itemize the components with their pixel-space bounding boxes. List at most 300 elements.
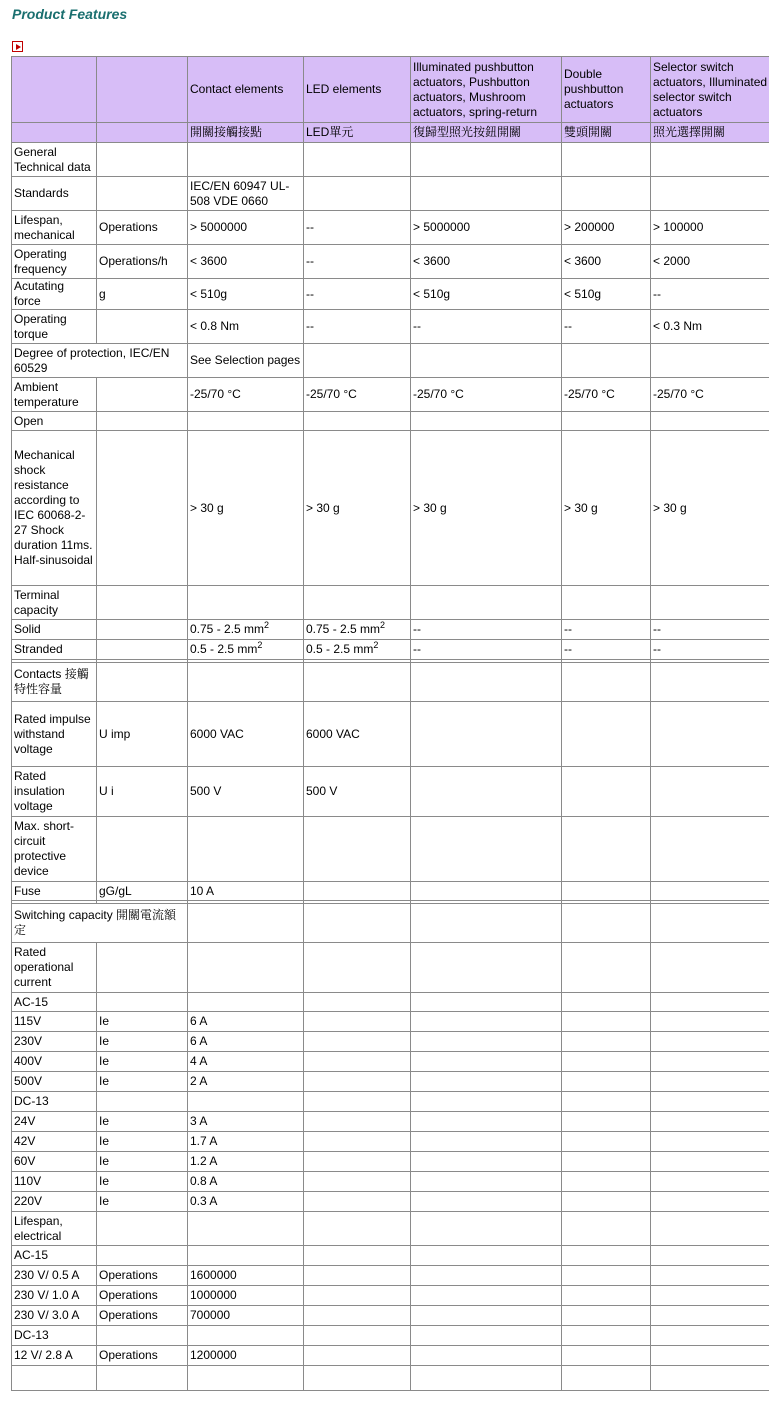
subheader-cell: [97, 123, 188, 143]
table-cell: Solid: [12, 620, 97, 640]
table-cell: Operating frequency: [12, 245, 97, 279]
table-cell: [304, 1052, 411, 1072]
table-cell: 1000000: [188, 1286, 304, 1306]
table-cell: [562, 904, 651, 943]
table-cell: [304, 1132, 411, 1152]
table-cell: -25/70 °C: [562, 378, 651, 412]
table-cell: 500 V: [188, 767, 304, 817]
table-cell: -25/70 °C: [304, 378, 411, 412]
table-cell: 230 V/ 1.0 A: [12, 1286, 97, 1306]
table-row: [12, 412, 769, 431]
table-cell: [651, 663, 769, 702]
table-cell: [562, 1286, 651, 1306]
table-cell: -25/70 °C: [651, 378, 769, 412]
table-cell: [97, 817, 188, 882]
table-row: [12, 663, 769, 702]
table-cell: [304, 904, 411, 943]
table-row: [12, 1212, 769, 1246]
table-cell: [651, 904, 769, 943]
table-cell: [651, 1092, 769, 1112]
table-cell: [562, 1306, 651, 1326]
table-cell: DC-13: [12, 1092, 97, 1112]
table-cell: [304, 1032, 411, 1052]
table-cell: [651, 1172, 769, 1192]
table-cell: [411, 177, 562, 211]
table-cell: [304, 817, 411, 882]
table-cell: [188, 904, 304, 943]
table-cell: --: [562, 640, 651, 660]
table-cell: [651, 1052, 769, 1072]
table-cell: [651, 1306, 769, 1326]
table-row: [12, 817, 769, 882]
table-cell: --: [651, 279, 769, 310]
table-cell: 24V: [12, 1112, 97, 1132]
table-cell: [304, 1266, 411, 1286]
subheader-cell: [12, 123, 97, 143]
table-cell: [562, 767, 651, 817]
table-cell: Switching capacity 開關電流額定: [12, 904, 188, 943]
header-cell: LED elements: [304, 57, 411, 123]
table-cell: [651, 1286, 769, 1306]
table-cell: [562, 817, 651, 882]
table-row: [12, 1286, 769, 1306]
table-cell: [411, 412, 562, 431]
table-cell: [97, 412, 188, 431]
table-cell: > 100000: [651, 211, 769, 245]
table-cell: [188, 1326, 304, 1346]
table-cell: [97, 1212, 188, 1246]
table-cell: --: [304, 211, 411, 245]
table-cell: [188, 993, 304, 1012]
table-cell: [97, 640, 188, 660]
table-cell: Standards: [12, 177, 97, 211]
table-cell: Ie: [97, 1032, 188, 1052]
table-cell: [188, 143, 304, 177]
table-cell: Acutating force: [12, 279, 97, 310]
table-cell: [97, 1246, 188, 1266]
table-cell: [411, 817, 562, 882]
table-row: [12, 1132, 769, 1152]
table-row: [12, 702, 769, 767]
table-cell: 42V: [12, 1132, 97, 1152]
table-cell: Rated insulation voltage: [12, 767, 97, 817]
table-cell: [562, 143, 651, 177]
table-cell: AC-15: [12, 993, 97, 1012]
table-subheader-row: [12, 123, 769, 143]
table-cell: [411, 702, 562, 767]
table-row: [12, 620, 769, 640]
table-cell: 1.7 A: [188, 1132, 304, 1152]
table-cell: Operations: [97, 1306, 188, 1326]
page-title: Product Features: [12, 6, 128, 22]
table-cell: [304, 1246, 411, 1266]
table-cell: [651, 767, 769, 817]
table-cell: [188, 663, 304, 702]
table-cell: Ie: [97, 1172, 188, 1192]
table-cell: < 510g: [188, 279, 304, 310]
table-cell: [188, 412, 304, 431]
header-cell: Illuminated pushbutton actuators, Pushbutton actuators, Mushroom actuators, spring-return: [411, 57, 562, 123]
table-cell: [562, 412, 651, 431]
table-cell: --: [651, 620, 769, 640]
table-cell: < 510g: [562, 279, 651, 310]
table-cell: --: [411, 310, 562, 344]
table-row: [12, 943, 769, 993]
table-cell: [411, 344, 562, 378]
table-cell: 400V: [12, 1052, 97, 1072]
table-cell: > 5000000: [188, 211, 304, 245]
table-cell: g: [97, 279, 188, 310]
table-cell: [651, 1032, 769, 1052]
table-row: [12, 767, 769, 817]
table-cell: 220V: [12, 1192, 97, 1212]
subheader-cell: LED單元: [304, 123, 411, 143]
table-cell: [651, 1366, 769, 1391]
header-cell: Selector switch actuators, Illuminated selector switch actuators: [651, 57, 769, 123]
table-cell: [411, 1326, 562, 1346]
table-cell: 0.8 A: [188, 1172, 304, 1192]
table-row: [12, 211, 769, 245]
table-cell: < 3600: [562, 245, 651, 279]
table-cell: IEC/EN 60947 UL-508 VDE 0660: [188, 177, 304, 211]
table-cell: [411, 1032, 562, 1052]
table-row: [12, 177, 769, 211]
table-cell: [411, 767, 562, 817]
table-cell: [562, 993, 651, 1012]
table-cell: 2 A: [188, 1072, 304, 1092]
table-cell: [97, 663, 188, 702]
table-cell: [97, 1092, 188, 1112]
table-cell: [562, 1072, 651, 1092]
table-cell: [651, 817, 769, 882]
table-cell: 0.5 - 2.5 $mm^2$: [304, 640, 411, 660]
table-cell: [304, 663, 411, 702]
table-cell: [411, 1266, 562, 1286]
table-cell: [304, 1072, 411, 1092]
table-cell: Operating torque: [12, 310, 97, 344]
table-cell: [188, 817, 304, 882]
table-cell: [562, 177, 651, 211]
table-cell: [562, 663, 651, 702]
table-row: [12, 1366, 769, 1391]
table-cell: 0.75 - 2.5 $mm^2$: [188, 620, 304, 640]
table-cell: [411, 143, 562, 177]
table-row: [12, 882, 769, 901]
table-row: [12, 904, 769, 943]
table-cell: --: [562, 310, 651, 344]
table-row: [12, 1346, 769, 1366]
table-cell: [97, 1326, 188, 1346]
table-cell: [651, 1326, 769, 1346]
table-cell: [562, 1052, 651, 1072]
table-row: [12, 1052, 769, 1072]
table-cell: Ie: [97, 1052, 188, 1072]
table-cell: U imp: [97, 702, 188, 767]
table-cell: [651, 1072, 769, 1092]
header-cell: Double pushbutton actuators: [562, 57, 651, 123]
table-cell: [651, 1346, 769, 1366]
table-cell: [97, 993, 188, 1012]
table-row: [12, 1246, 769, 1266]
table-cell: > 200000: [562, 211, 651, 245]
subheader-cell: 照光選擇開關: [651, 123, 769, 143]
table-cell: Lifespan, electrical: [12, 1212, 97, 1246]
table-cell: [411, 1092, 562, 1112]
table-cell: [562, 1032, 651, 1052]
table-cell: [304, 1172, 411, 1192]
table-cell: [304, 143, 411, 177]
header-cell: [97, 57, 188, 123]
table-row: [12, 1032, 769, 1052]
table-cell: [304, 1326, 411, 1346]
subheader-cell: 復歸型照光按鈕開關: [411, 123, 562, 143]
table-cell: [97, 143, 188, 177]
table-cell: --: [411, 640, 562, 660]
table-cell: [304, 1112, 411, 1132]
table-cell: 0.3 A: [188, 1192, 304, 1212]
table-row: [12, 1072, 769, 1092]
table-cell: [411, 1072, 562, 1092]
table-cell: [562, 1192, 651, 1212]
table-cell: Stranded: [12, 640, 97, 660]
table-row: [12, 344, 769, 378]
table-cell: gG/gL: [97, 882, 188, 901]
table-cell: [562, 1092, 651, 1112]
table-cell: [411, 1286, 562, 1306]
table-cell: 4 A: [188, 1052, 304, 1072]
table-row: [12, 431, 769, 586]
table-cell: Ie: [97, 1072, 188, 1092]
table-row: [12, 640, 769, 660]
table-cell: 500 V: [304, 767, 411, 817]
table-cell: > 30 g: [651, 431, 769, 586]
table-cell: Operations: [97, 1286, 188, 1306]
table-cell: [97, 1366, 188, 1391]
table-cell: [304, 177, 411, 211]
table-row: [12, 1112, 769, 1132]
table-cell: [651, 586, 769, 620]
table-cell: 6000 VAC: [304, 702, 411, 767]
table-cell: --: [304, 310, 411, 344]
table-cell: 6000 VAC: [188, 702, 304, 767]
table-cell: [97, 431, 188, 586]
table-row: [12, 310, 769, 344]
table-cell: [304, 882, 411, 901]
table-row: [12, 1192, 769, 1212]
table-cell: [97, 586, 188, 620]
table-cell: [304, 344, 411, 378]
table-cell: [188, 586, 304, 620]
table-cell: 0.5 - 2.5 $mm^2$: [188, 640, 304, 660]
table-cell: --: [562, 620, 651, 640]
table-cell: 1600000: [188, 1266, 304, 1286]
table-cell: [97, 378, 188, 412]
table-cell: Operations: [97, 211, 188, 245]
table-cell: Operations: [97, 1266, 188, 1286]
table-cell: [97, 620, 188, 640]
table-cell: [304, 1212, 411, 1246]
table-cell: 1200000: [188, 1346, 304, 1366]
table-row: [12, 1172, 769, 1192]
table-cell: --: [304, 245, 411, 279]
table-cell: [411, 1012, 562, 1032]
table-cell: [562, 1132, 651, 1152]
table-cell: [651, 1266, 769, 1286]
table-cell: [651, 1012, 769, 1032]
table-cell: 10 A: [188, 882, 304, 901]
table-cell: 500V: [12, 1072, 97, 1092]
table-row: [12, 245, 769, 279]
product-features-table: [11, 56, 769, 1391]
table-cell: < 3600: [411, 245, 562, 279]
table-row: [12, 378, 769, 412]
table-cell: [651, 943, 769, 993]
table-cell: Rated impulse withstand voltage: [12, 702, 97, 767]
table-cell: [651, 1112, 769, 1132]
table-cell: [304, 586, 411, 620]
table-cell: [411, 586, 562, 620]
table-cell: [304, 1366, 411, 1391]
table-cell: [304, 1286, 411, 1306]
table-cell: [411, 663, 562, 702]
table-cell: 6 A: [188, 1032, 304, 1052]
table-cell: [411, 1172, 562, 1192]
table-cell: [651, 1212, 769, 1246]
table-cell: > 30 g: [562, 431, 651, 586]
table-cell: [562, 344, 651, 378]
table-row: [12, 1326, 769, 1346]
table-cell: [562, 1366, 651, 1391]
table-header-row: [12, 57, 769, 123]
table-cell: --: [651, 640, 769, 660]
table-cell: [97, 177, 188, 211]
table-cell: [411, 993, 562, 1012]
table-cell: 0.75 - 2.5 $mm^2$: [304, 620, 411, 640]
table-cell: [562, 943, 651, 993]
table-row: [12, 586, 769, 620]
table-cell: 230 V/ 0.5 A: [12, 1266, 97, 1286]
table-row: [12, 1152, 769, 1172]
subheader-cell: 雙頭開關: [562, 123, 651, 143]
table-cell: < 510g: [411, 279, 562, 310]
table-cell: [411, 1346, 562, 1366]
table-cell: [411, 943, 562, 993]
table-cell: [304, 1092, 411, 1112]
header-cell: Contact elements: [188, 57, 304, 123]
table-cell: 6 A: [188, 1012, 304, 1032]
table-cell: 700000: [188, 1306, 304, 1326]
table-cell: [304, 993, 411, 1012]
table-cell: [304, 943, 411, 993]
table-cell: [562, 1266, 651, 1286]
table-cell: Ie: [97, 1112, 188, 1132]
table-cell: Max. short-circuit protective device: [12, 817, 97, 882]
table-cell: Ie: [97, 1132, 188, 1152]
expand-arrow-icon[interactable]: [12, 41, 23, 52]
table-cell: [411, 1192, 562, 1212]
table-cell: [304, 1346, 411, 1366]
table-cell: [304, 412, 411, 431]
table-cell: [188, 1366, 304, 1391]
table-cell: [651, 1192, 769, 1212]
table-cell: [651, 1152, 769, 1172]
table-cell: 230V: [12, 1032, 97, 1052]
table-cell: [651, 412, 769, 431]
table-cell: [562, 586, 651, 620]
table-cell: [562, 1152, 651, 1172]
table-cell: [97, 310, 188, 344]
table-cell: --: [304, 279, 411, 310]
table-cell: [562, 1246, 651, 1266]
table-cell: -25/70 °C: [411, 378, 562, 412]
table-cell: Ie: [97, 1152, 188, 1172]
table-cell: [411, 1212, 562, 1246]
table-cell: [562, 702, 651, 767]
table-cell: [651, 177, 769, 211]
table-cell: Contacts 接觸特性容量: [12, 663, 97, 702]
table-cell: [411, 904, 562, 943]
table-cell: [411, 882, 562, 901]
table-cell: 230 V/ 3.0 A: [12, 1306, 97, 1326]
table-cell: > 5000000: [411, 211, 562, 245]
table-cell: Ambient temperature: [12, 378, 97, 412]
table-cell: [562, 882, 651, 901]
table-row: [12, 1306, 769, 1326]
table-cell: [562, 1326, 651, 1346]
table-cell: [562, 1172, 651, 1192]
table-cell: [304, 1012, 411, 1032]
table-cell: [411, 1306, 562, 1326]
table-cell: Fuse: [12, 882, 97, 901]
table-cell: Terminal capacity: [12, 586, 97, 620]
table-cell: [411, 1152, 562, 1172]
table-cell: [651, 1132, 769, 1152]
table-cell: < 0.8 Nm: [188, 310, 304, 344]
table-cell: [97, 943, 188, 993]
table-cell: Lifespan, mechanical: [12, 211, 97, 245]
table-cell: -25/70 °C: [188, 378, 304, 412]
table-row: [12, 1092, 769, 1112]
table-row: [12, 993, 769, 1012]
table-cell: [188, 1212, 304, 1246]
subheader-cell: 開關接觸接點: [188, 123, 304, 143]
header-cell: [12, 57, 97, 123]
table-cell: Rated operational current: [12, 943, 97, 993]
table-cell: < 0.3 Nm: [651, 310, 769, 344]
table-cell: --: [411, 620, 562, 640]
table-cell: > 30 g: [188, 431, 304, 586]
table-cell: See Selection pages: [188, 344, 304, 378]
table-cell: [411, 1366, 562, 1391]
table-cell: [411, 1246, 562, 1266]
table-cell: U i: [97, 767, 188, 817]
table-cell: < 3600: [188, 245, 304, 279]
table-cell: [12, 1366, 97, 1391]
table-cell: [562, 1212, 651, 1246]
table-cell: Open: [12, 412, 97, 431]
table-cell: 3 A: [188, 1112, 304, 1132]
table-cell: Mechanical shock resistance according to IEC 60068-2-27 Shock duration 11ms. Half-sinusoidal: [12, 431, 97, 586]
table-cell: 12 V/ 2.8 A: [12, 1346, 97, 1366]
table-cell: 1.2 A: [188, 1152, 304, 1172]
table-row: [12, 279, 769, 310]
table-cell: [304, 1192, 411, 1212]
table-cell: [651, 993, 769, 1012]
table-cell: General Technical data: [12, 143, 97, 177]
table-cell: [304, 1306, 411, 1326]
table-cell: AC-15: [12, 1246, 97, 1266]
table-cell: [562, 1346, 651, 1366]
